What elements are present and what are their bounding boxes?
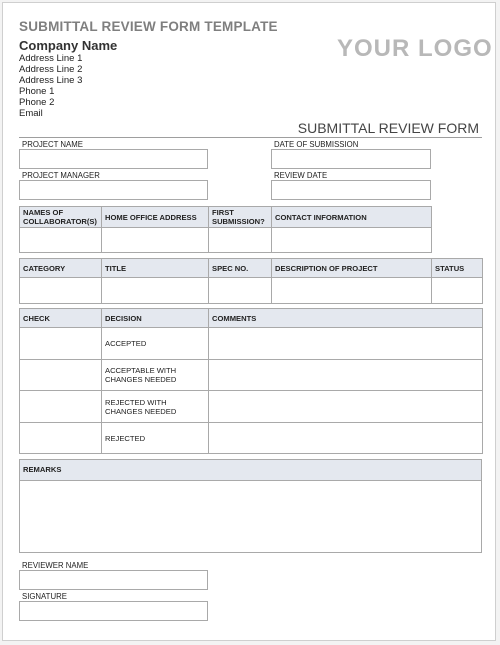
- reviewer-name-label: REVIEWER NAME: [22, 561, 89, 570]
- reviewer-name-field[interactable]: [19, 570, 208, 590]
- collaborators-header-row: [20, 207, 432, 228]
- category-table: [19, 258, 483, 304]
- company-name: Company Name: [19, 38, 118, 53]
- remarks-field[interactable]: [20, 481, 481, 554]
- table-row: [20, 423, 483, 454]
- decision-rejected-with-changes: REJECTED WITH CHANGES NEEDED: [102, 391, 209, 423]
- table-row: [20, 360, 483, 391]
- col-contact-information: CONTACT INFORMATION: [272, 207, 432, 228]
- decision-acceptable-with-changes: ACCEPTABLE WITH CHANGES NEEDED: [102, 360, 209, 391]
- signature-label: SIGNATURE: [22, 592, 67, 601]
- date-of-submission-field[interactable]: [271, 149, 431, 169]
- address-line-1: Address Line 1: [19, 53, 83, 64]
- home-office-address-cell[interactable]: [102, 228, 209, 253]
- col-status: STATUS: [432, 259, 483, 278]
- phone-1: Phone 1: [19, 86, 55, 97]
- address-line-2: Address Line 2: [19, 64, 83, 75]
- check-cell[interactable]: [20, 328, 102, 360]
- col-names-of-collaborators: NAMES OF COLLABORATOR(S): [20, 207, 102, 228]
- col-title: TITLE: [102, 259, 209, 278]
- comments-cell[interactable]: [209, 391, 483, 423]
- remarks-box: [19, 459, 482, 553]
- collaborator-name-cell[interactable]: [20, 228, 102, 253]
- col-first-submission: FIRST SUBMISSION?: [209, 207, 272, 228]
- comments-cell[interactable]: [209, 328, 483, 360]
- comments-cell[interactable]: [209, 423, 483, 454]
- decision-table: [19, 308, 483, 454]
- col-comments: COMMENTS: [209, 309, 483, 328]
- table-row: [20, 391, 483, 423]
- check-cell[interactable]: [20, 360, 102, 391]
- col-category: CATEGORY: [20, 259, 102, 278]
- signature-field[interactable]: [19, 601, 208, 621]
- table-row: [20, 278, 483, 304]
- decision-header-row: [20, 309, 483, 328]
- logo-placeholder: YOUR LOGO: [337, 35, 493, 62]
- col-check: CHECK: [20, 309, 102, 328]
- project-name-field[interactable]: [19, 149, 208, 169]
- decision-rejected: REJECTED: [102, 423, 209, 454]
- decision-accepted: ACCEPTED: [102, 328, 209, 360]
- review-date-label: REVIEW DATE: [274, 171, 328, 180]
- col-spec-no: SPEC NO.: [209, 259, 272, 278]
- review-date-field[interactable]: [271, 180, 431, 200]
- table-row: [20, 228, 432, 253]
- phone-2: Phone 2: [19, 97, 55, 108]
- comments-cell[interactable]: [209, 360, 483, 391]
- address-line-3: Address Line 3: [19, 75, 83, 86]
- col-decision: DECISION: [102, 309, 209, 328]
- category-cell[interactable]: [20, 278, 102, 304]
- spec-no-cell[interactable]: [209, 278, 272, 304]
- title-cell[interactable]: [102, 278, 209, 304]
- first-submission-cell[interactable]: [209, 228, 272, 253]
- heading-divider: [19, 137, 482, 138]
- contact-information-cell[interactable]: [272, 228, 432, 253]
- date-of-submission-label: DATE OF SUBMISSION: [274, 140, 359, 149]
- collaborators-table: [19, 206, 432, 253]
- description-cell[interactable]: [272, 278, 432, 304]
- project-manager-field[interactable]: [19, 180, 208, 200]
- form-heading: SUBMITTAL REVIEW FORM: [297, 120, 479, 136]
- status-cell[interactable]: [432, 278, 483, 304]
- project-name-label: PROJECT NAME: [22, 140, 83, 149]
- check-cell[interactable]: [20, 423, 102, 454]
- category-header-row: [20, 259, 483, 278]
- email: Email: [19, 108, 43, 119]
- col-description-of-project: DESCRIPTION OF PROJECT: [272, 259, 432, 278]
- table-row: [20, 328, 483, 360]
- project-manager-label: PROJECT MANAGER: [22, 171, 100, 180]
- document-title: SUBMITTAL REVIEW FORM TEMPLATE: [19, 19, 278, 34]
- remarks-label: REMARKS: [20, 460, 481, 481]
- form-page: [2, 2, 496, 641]
- col-home-office-address: HOME OFFICE ADDRESS: [102, 207, 209, 228]
- check-cell[interactable]: [20, 391, 102, 423]
